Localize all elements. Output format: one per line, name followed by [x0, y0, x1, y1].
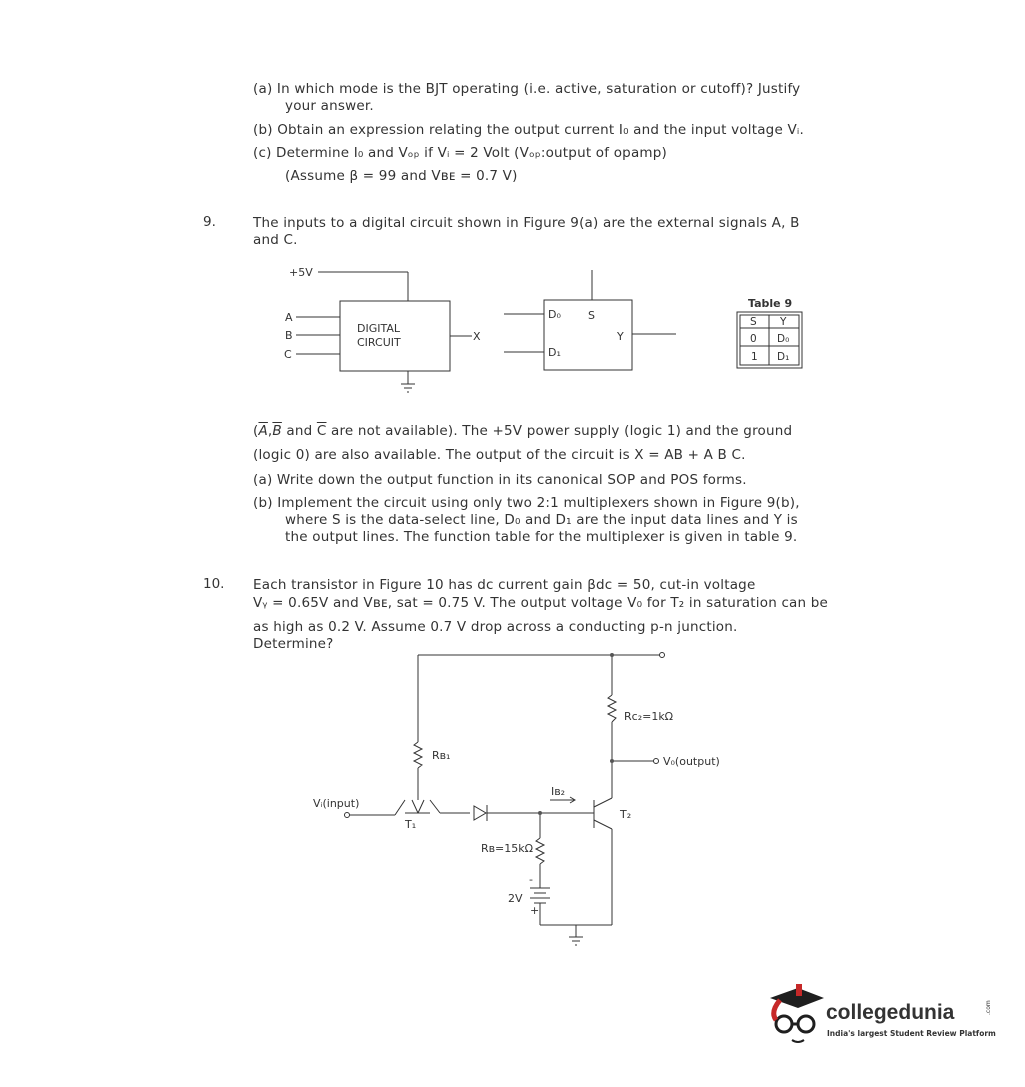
- graduate-face-icon: [770, 984, 824, 1042]
- fig10-vin-label: Vᵢ(input): [313, 797, 360, 810]
- fig10-battery-label: 2V: [508, 892, 523, 905]
- q10-number: 10.: [203, 576, 225, 592]
- fig10-rb-label: Rʙ=15kΩ: [481, 842, 534, 855]
- fig10-rc2-label: Rᴄ₂=1kΩ: [624, 710, 674, 723]
- fig9-output-x: X: [473, 330, 481, 343]
- fig10-t1-label: T₁: [405, 818, 417, 831]
- table-9-cell: 1: [751, 351, 758, 363]
- table-9-header-y: Y: [780, 316, 787, 328]
- fig10-vo-label: V₀(output): [663, 755, 720, 768]
- table-9-title: Table 9: [748, 297, 793, 310]
- fig9-input-a: A: [285, 311, 293, 324]
- table-9-cell: D₀: [777, 333, 790, 345]
- table-9-cell: 0: [750, 333, 757, 345]
- q9-part-b-line2: where S is the data-select line, D₀ and D₁ are the input data lines and Y is: [285, 512, 798, 528]
- q9-number: 9.: [203, 214, 216, 230]
- fig9-mux-s: S: [588, 309, 595, 322]
- q8-part-c: (c) Determine I₀ and Vₒₚ if Vᵢ = 2 Volt (Vₒₚ:output of opamp): [253, 145, 668, 161]
- q8-assumption: (Assume β = 99 and Vʙᴇ = 0.7 V): [285, 168, 518, 184]
- q9-part-b-line1: (b) Implement the circuit using only two 2:1 multiplexers shown in Figure 9(b),: [253, 495, 800, 511]
- logo-name: collegedunia: [826, 1001, 955, 1024]
- fig10-ib2-label: Iʙ₂: [551, 785, 566, 798]
- q8-part-a-line1: (a) In which mode is the BJT operating (i.e. active, saturation or cutoff)? Justify: [253, 81, 801, 97]
- q10-line2: Vᵧ = 0.65V and Vʙᴇ, sat = 0.75 V. The output voltage V₀ for T₂ in saturation can be: [253, 595, 829, 611]
- fig10-t2-label: T₂: [620, 808, 632, 821]
- logo-com: .com: [985, 1000, 992, 1015]
- q8-part-b: (b) Obtain an expression relating the output current I₀ and the input voltage Vᵢ.: [253, 122, 804, 138]
- q9-paragraph-line2: (logic 0) are also available. The output of the circuit is X = AB + A B C.: [253, 447, 746, 463]
- fig9-supply-label: +5V: [289, 266, 313, 279]
- logo-tagline: India's largest Student Review Platform: [827, 1029, 996, 1038]
- table-9-header-s: S: [750, 316, 757, 328]
- q9-intro-line1: The inputs to a digital circuit shown in Figure 9(a) are the external signals A, B: [253, 215, 800, 231]
- fig9-mux-d1: D₁: [548, 346, 561, 359]
- fig9-input-b: B: [285, 329, 293, 342]
- q9-paragraph-line1: ($\overline{A},\overline{B}$ and $\overline{C}$ are not available). The +5V power supply (logic 1) and the ground: [253, 423, 793, 439]
- q10-line4: Determine?: [253, 636, 334, 652]
- q8-part-a-line2: your answer.: [285, 98, 374, 114]
- fig10-battery-minus: -: [529, 873, 533, 886]
- q9-intro-line2: and C.: [253, 232, 298, 248]
- q9-part-b-line3: the output lines. The function table for the multiplexer is given in table 9.: [285, 529, 798, 545]
- fig9-box-label-2: CIRCUIT: [357, 336, 401, 349]
- fig9-mux-d0: D₀: [548, 308, 561, 321]
- q10-line1: Each transistor in Figure 10 has dc current gain βdc = 50, cut-in voltage: [253, 577, 756, 593]
- fig9-box-label-1: DIGITAL: [357, 322, 401, 335]
- fig10-rb1-label: Rʙ₁: [432, 749, 451, 762]
- fig10-battery-plus: +: [530, 904, 540, 917]
- fig9-mux-y: Y: [617, 330, 624, 343]
- q9-part-a: (a) Write down the output function in its canonical SOP and POS forms.: [253, 472, 747, 488]
- table-9-cell: D₁: [777, 351, 790, 363]
- fig9-input-c: C: [284, 348, 292, 361]
- q10-line3: as high as 0.2 V. Assume 0.7 V drop across a conducting p-n junction.: [253, 619, 738, 635]
